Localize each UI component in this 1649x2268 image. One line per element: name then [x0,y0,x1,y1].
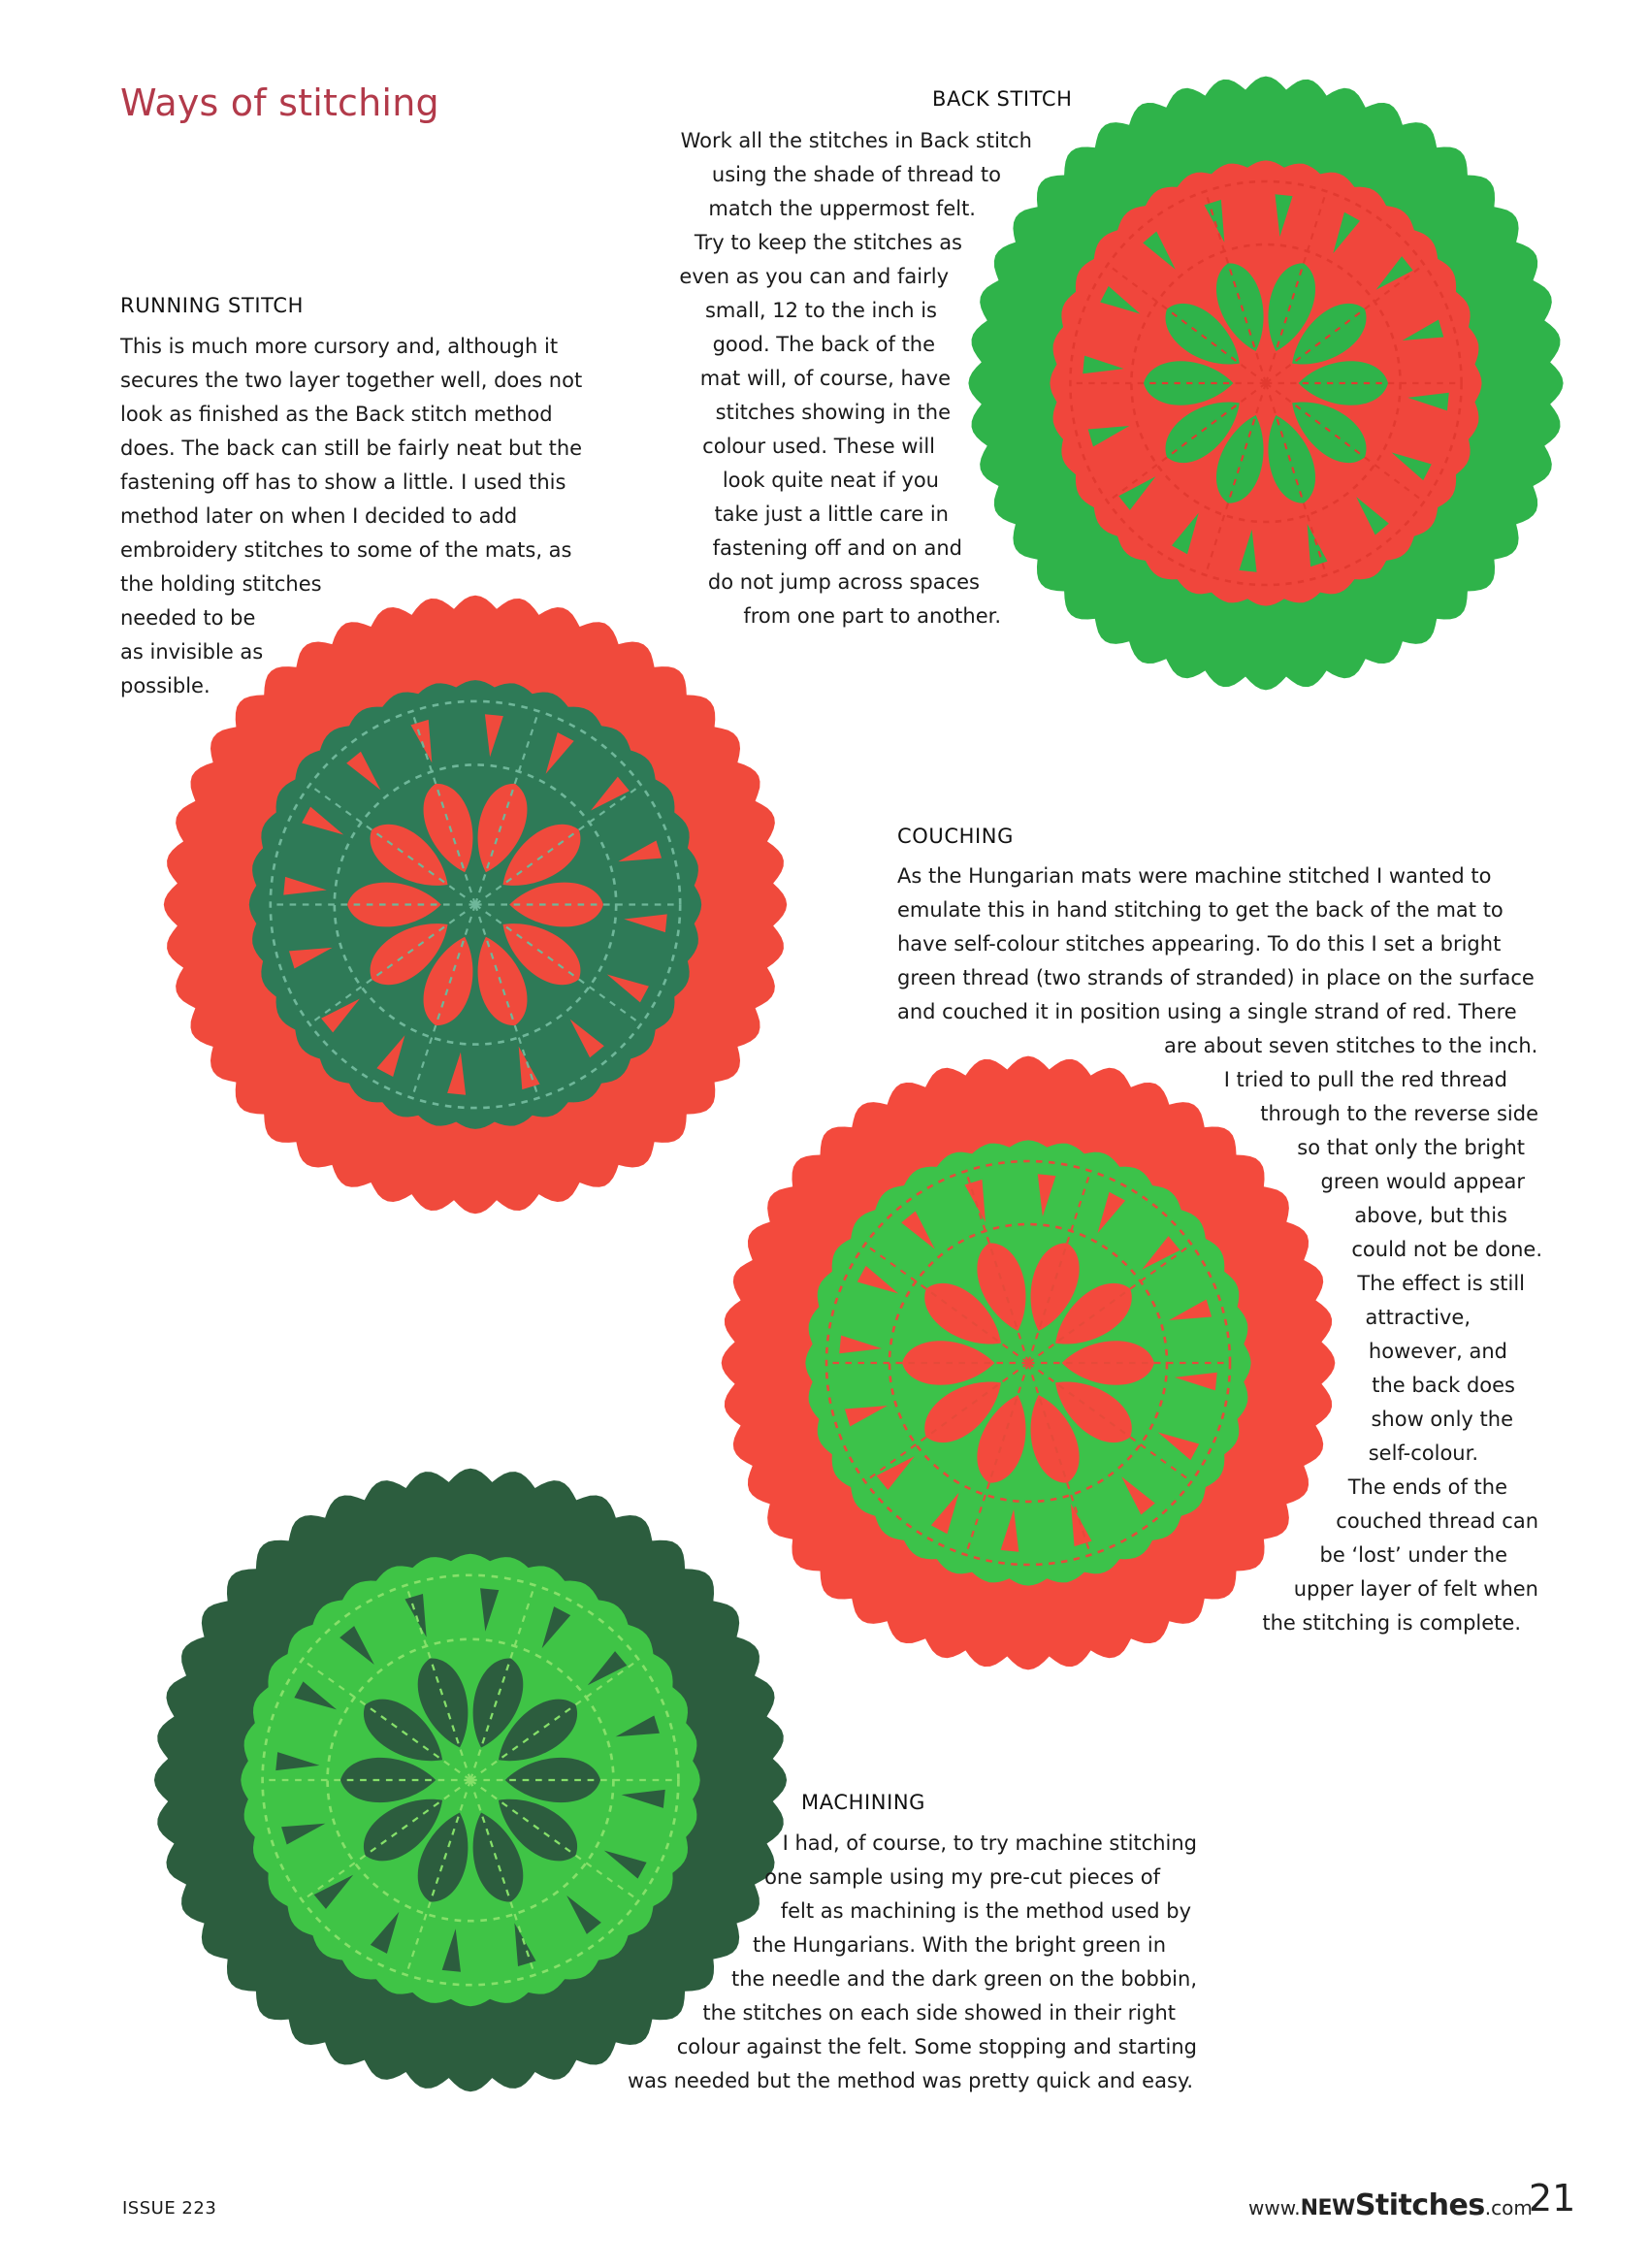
text-line: look as finished as the Back stitch method [120,403,553,426]
text-line: felt as machining is the method used by [780,1899,1191,1923]
text-line: through to the reverse side [1260,1102,1538,1125]
text-line: The effect is still [1357,1272,1525,1295]
text-line: be ‘lost’ under the [1319,1543,1507,1567]
issue-label: ISSUE 223 [122,2198,217,2219]
text-line: do not jump across spaces [707,570,980,594]
text-line: as invisible as [120,640,264,664]
text-line: from one part to another. [743,604,1001,628]
text-line: one sample using my pre-cut pieces of [764,1865,1160,1889]
text-line: embroidery stitches to some of the mats, as [120,538,572,562]
text-line: emulate this in hand stitching to get the back of the mat to [897,898,1504,922]
text-line: I tried to pull the red thread [1223,1068,1507,1091]
text-line: the needle and the dark green on the bobbin, [731,1967,1197,1991]
back-stitch-heading: BACK STITCH [932,87,1073,111]
text-line: self-colour. [1368,1442,1478,1465]
text-line: fastening off and on and [712,536,962,560]
text-line: secures the two layer together well, does not [120,369,583,392]
text-line: As the Hungarian mats were machine stitched I wanted to [897,864,1492,888]
back-stitch-paragraph [640,124,1032,633]
text-line: Try to keep the stitches as [694,231,962,254]
couching-heading: COUCHING [897,825,1014,848]
text-line: green thread (two strands of stranded) in place on the surface [897,966,1535,989]
text-line: The ends of the [1347,1475,1507,1499]
website-new: NEW [1300,2196,1355,2220]
machining-heading: MACHINING [801,1791,926,1814]
website-brand: Stitches [1354,2188,1485,2222]
text-line: stitches showing in the [715,401,951,424]
running-stitch-paragraph [120,330,605,703]
website-footer [1248,2188,1533,2222]
text-line: Work all the stitches in Back stitch [680,129,1032,152]
text-line: show only the [1371,1408,1513,1431]
text-line: small, 12 to the inch is [704,299,937,322]
text-line: so that only the bright [1297,1136,1525,1159]
text-line: take just a little care in [714,502,949,526]
website-prefix: www. [1248,2196,1301,2219]
text-line: look quite neat if you [722,469,939,492]
text-line: This is much more cursory and, although it [120,335,559,358]
text-line: needed to be [120,606,256,630]
text-line: the Hungarians. With the bright green in [753,1933,1166,1957]
text-line: however, and [1368,1340,1507,1363]
text-line: good. The back of the [712,333,935,356]
text-line: have self-colour stitches appearing. To do this I set a bright [897,932,1502,956]
text-line: attractive, [1365,1306,1471,1329]
text-line: are about seven stitches to the inch. [1164,1034,1538,1057]
back-stitch-mat-image [960,68,1571,698]
text-line: the holding stitches [120,572,322,596]
text-line: the stitching is complete. [1262,1611,1521,1635]
text-line: and couched it in position using a single strand of red. There [897,1000,1517,1023]
couching-paragraph-top [897,859,1557,1029]
text-line: could not be done. [1351,1238,1542,1261]
text-line: even as you can and fairly [679,265,949,288]
text-line: the stitches on each side showed in their right [702,2001,1176,2025]
text-line: was needed but the method was pretty quick and easy. [627,2069,1193,2092]
website-suffix: .com [1484,2196,1533,2219]
text-line: above, but this [1354,1204,1507,1227]
machining-paragraph [582,1827,1203,2098]
text-line: mat will, of course, have [699,367,951,390]
text-line: colour used. These will [702,435,935,458]
text-line: the back does [1372,1374,1515,1397]
page-title: Ways of stitching [120,81,439,124]
text-line: using the shade of thread to [711,163,1001,186]
running-stitch-heading: RUNNING STITCH [120,294,305,317]
text-line: fastening off has to show a little. I used this [120,470,566,494]
text-line: method later on when I decided to add [120,504,518,528]
text-line: couched thread can [1336,1509,1538,1533]
text-line: upper layer of felt when [1293,1577,1538,1601]
text-line: possible. [120,674,210,697]
text-line: I had, of course, to try machine stitching [782,1831,1197,1855]
text-line: colour against the felt. Some stopping and starting [676,2035,1197,2058]
text-line: does. The back can still be fairly neat but the [120,437,583,460]
page-number: 21 [1529,2177,1576,2219]
text-line: green would appear [1320,1170,1525,1193]
couching-paragraph-wrap [1164,1029,1552,1640]
text-line: match the uppermost felt. [708,197,976,220]
